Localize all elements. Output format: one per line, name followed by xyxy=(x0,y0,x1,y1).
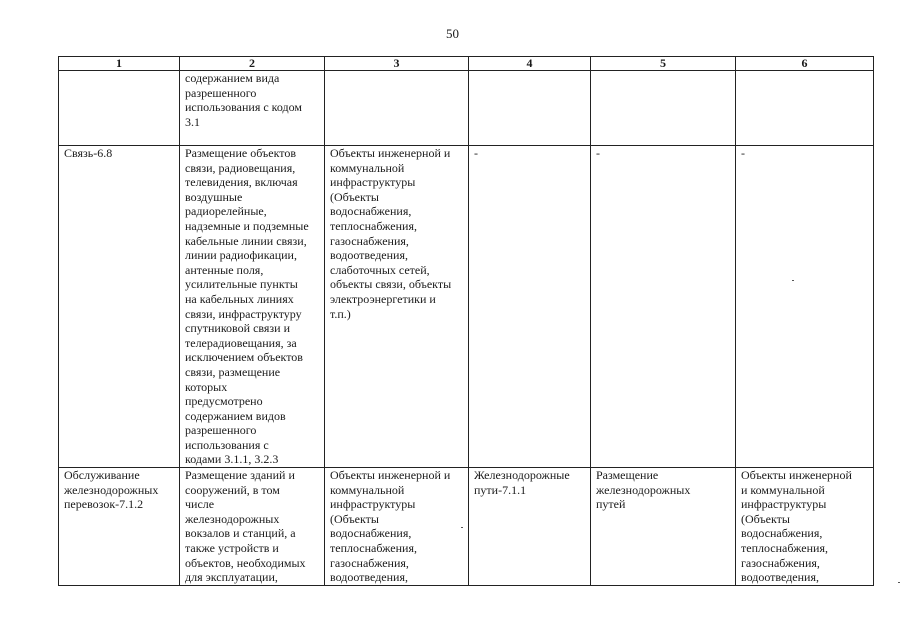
table-cell xyxy=(59,71,180,146)
table-cell xyxy=(469,71,591,146)
column-header-6: 6 xyxy=(736,57,874,71)
scan-speck xyxy=(461,527,463,528)
table-cell xyxy=(469,146,591,468)
land-use-table xyxy=(58,56,874,586)
cell-text: Размещение зданий и сооружений, в том числе железнодорожных вокзалов и станций, а также устройств и объектов, необходимых для эксплуатации, xyxy=(185,468,306,585)
table-cell xyxy=(180,468,325,586)
page-number: 50 xyxy=(446,26,459,41)
column-header-4: 4 xyxy=(469,57,591,71)
table-cell xyxy=(59,146,180,468)
cell-text: Объекты инженерной и коммунальной инфраструктуры (Объекты водоснабжения, теплоснабжения, газоснабжения, водоотведения, слаботочных сетей, объекты связи, объекты электроэнергетики и т.п.) xyxy=(330,146,452,321)
cell-text: Размещение железнодорожных путей xyxy=(596,468,691,512)
cell-text: - xyxy=(474,146,478,160)
table-row xyxy=(59,71,874,146)
table-row xyxy=(59,146,874,468)
table-cell xyxy=(736,146,874,468)
scan-speck xyxy=(792,280,794,281)
cell-text: - xyxy=(741,146,745,160)
table-cell xyxy=(469,468,591,586)
cell-text: Связь-6.8 xyxy=(64,146,113,160)
table-cell xyxy=(591,146,736,468)
table-cell xyxy=(180,146,325,468)
scan-speck xyxy=(898,582,900,583)
cell-text: Объекты инженерной и коммунальной инфраструктуры (Объекты водоснабжения, теплоснабжения, газоснабжения, водоотведения, xyxy=(330,468,451,585)
table-cell xyxy=(325,71,469,146)
column-header-3: 3 xyxy=(325,57,469,71)
cell-text: Железнодорожные пути-7.1.1 xyxy=(474,468,570,497)
cell-text: Размещение объектов связи, радиовещания, телевидения, включая воздушные радиорелейные, надземные и подземные кабельные линии связи, линии радиофикации, антенные поля, усилительные пункты на кабельных линиях связи, инфраструктуру спутниковой связи и телерадиовещания, за исключением объектов связи, размещение которых предусмотрено содержанием видов разрешенного использования с кодами 3.1.1, 3.2.3 xyxy=(185,146,309,467)
table-cell xyxy=(325,146,469,468)
table-row xyxy=(59,468,874,586)
table-cell xyxy=(591,468,736,586)
column-header-1: 1 xyxy=(59,57,180,71)
cell-text: Обслуживание железнодорожных перевозок-7.1.2 xyxy=(64,468,159,512)
table-cell xyxy=(736,71,874,146)
cell-text: Объекты инженерной и коммунальной инфраструктуры (Объекты водоснабжения, теплоснабжения, газоснабжения, водоотведения, xyxy=(741,468,852,585)
table-cell xyxy=(325,468,469,586)
cell-text: - xyxy=(596,146,600,160)
table-header-row xyxy=(59,57,874,71)
table-cell xyxy=(180,71,325,146)
table-cell xyxy=(591,71,736,146)
table-cell xyxy=(736,468,874,586)
cell-text: содержанием вида разрешенного использования с кодом 3.1 xyxy=(185,71,303,129)
table-cell xyxy=(59,468,180,586)
column-header-5: 5 xyxy=(591,57,736,71)
column-header-2: 2 xyxy=(180,57,325,71)
